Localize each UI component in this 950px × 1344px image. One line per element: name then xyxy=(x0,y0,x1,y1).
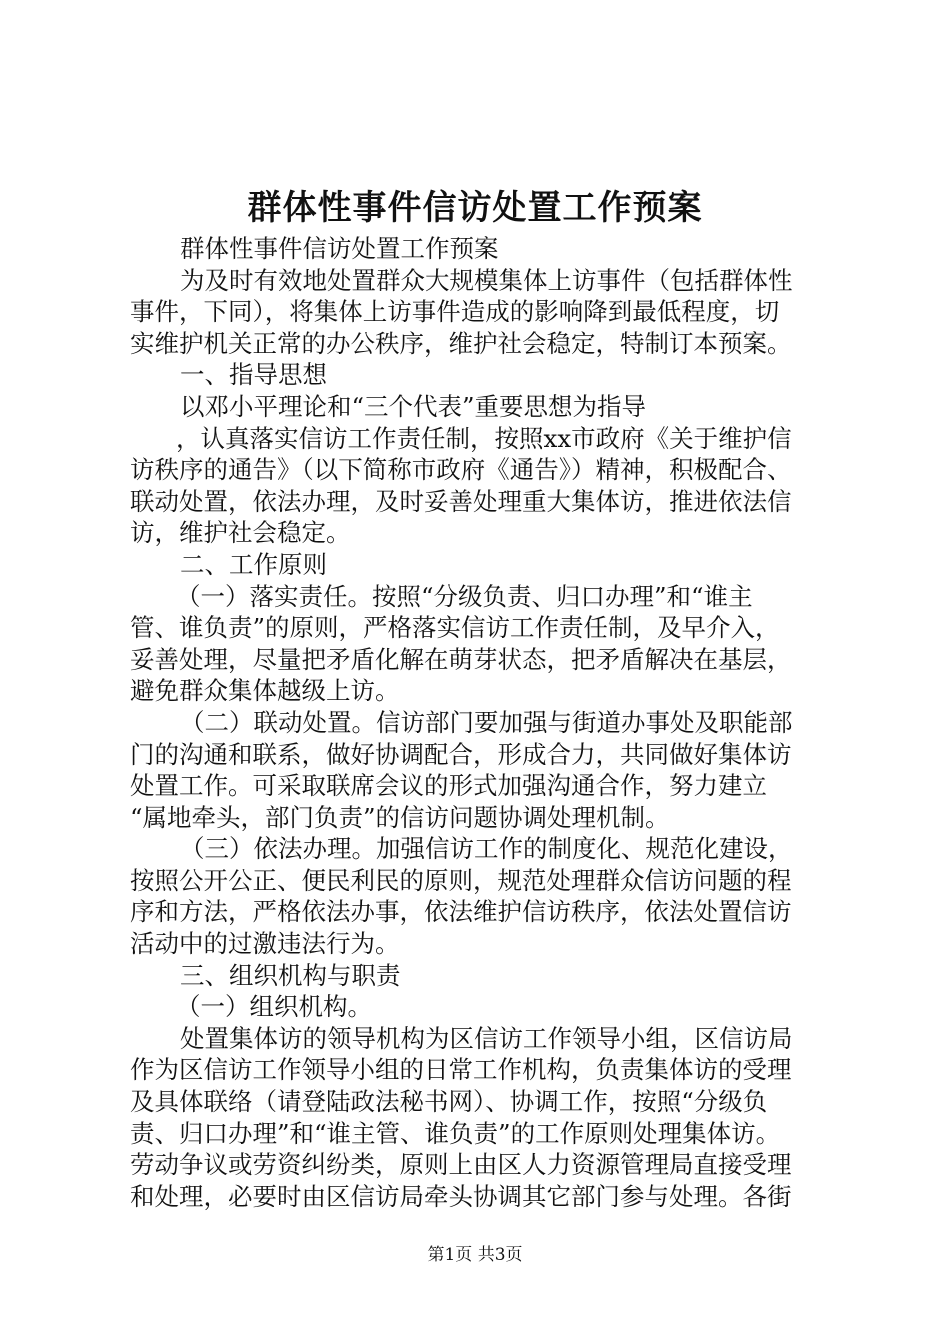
body-line: 处置集体访的领导机构为区信访工作领导小组，区信访局 xyxy=(180,1023,793,1053)
subsection-heading: （一）组织机构。 xyxy=(176,992,372,1022)
section-heading: 二、工作原则 xyxy=(180,549,327,579)
body-line: 为及时有效地处置群众大规模集体上访事件（包括群体性 xyxy=(180,265,793,295)
body-line: 群体性事件信访处置工作预案 xyxy=(180,234,499,263)
body-line: 及具体联络（请登陆政法秘书网）、协调工作，按照“分级负 xyxy=(130,1087,768,1117)
body-line: （三）依法办理。加强信访工作的制度化、规范化建设， xyxy=(180,834,793,864)
body-line: （二）联动处置。信访部门要加强与街道办事处及职能部 xyxy=(180,707,793,737)
body-line: ，认真落实信访工作责任制，按照xx市政府《关于维护信 xyxy=(176,423,792,453)
body-line: 以邓小平理论和“三个代表”重要思想为指导 xyxy=(180,391,647,421)
body-line: 管、谁负责”的原则，严格落实信访工作责任制，及早介入， xyxy=(130,613,780,643)
body-line: 作为区信访工作领导小组的日常工作机构，负责集体访的受理 xyxy=(130,1055,792,1085)
body-line: 责、归口办理”和“谁主管、谁负责”的工作原则处理集体访。 xyxy=(130,1118,781,1148)
body-line: （一）落实责任。按照“分级负责、归口办理”和“谁主 xyxy=(176,581,753,611)
section-heading: 三、组织机构与职责 xyxy=(180,960,401,990)
body-line: 序和方法，严格依法办事，依法维护信访秩序，依法处置信访 xyxy=(130,897,792,927)
body-line: 按照公开公正、便民利民的原则，规范处理群众信访问题的程 xyxy=(130,865,792,895)
body-line: 访秩序的通告》（以下简称市政府《通告》）精神，积极配合、 xyxy=(130,455,792,485)
body-line: 避免群众集体越级上访。 xyxy=(130,676,400,706)
page-number: 第1页 共3页 xyxy=(427,1245,523,1265)
body-line: 门的沟通和联系，做好协调配合，形成合力，共同做好集体访 xyxy=(130,739,792,769)
document-body xyxy=(130,233,835,1212)
body-line: 活动中的过激违法行为。 xyxy=(130,929,400,959)
body-line: “属地牵头，部门负责”的信访问题协调处理机制。 xyxy=(130,802,670,832)
section-heading: 一、指导思想 xyxy=(180,360,327,390)
body-line: 妥善处理，尽量把矛盾化解在萌芽状态，把矛盾解决在基层， xyxy=(130,644,792,674)
body-line: 和处理，必要时由区信访局牵头协调其它部门参与处理。各街 xyxy=(130,1181,792,1211)
body-line: 事件，下同），将集体上访事件造成的影响降到最低程度，切 xyxy=(130,297,780,327)
body-line: 处置工作。可采取联席会议的形式加强沟通合作，努力建立 xyxy=(130,771,767,801)
body-line: 实维护机关正常的办公秩序，维护社会稳定，特制订本预案。 xyxy=(130,328,792,358)
document-title: 群体性事件信访处置工作预案 xyxy=(247,188,703,228)
body-line: 联动处置，依法办理，及时妥善处理重大集体访，推进依法信 xyxy=(130,486,792,516)
body-line: 劳动争议或劳资纠纷类，原则上由区人力资源管理局直接受理 xyxy=(130,1150,792,1180)
body-line: 访，维护社会稳定。 xyxy=(130,518,351,548)
